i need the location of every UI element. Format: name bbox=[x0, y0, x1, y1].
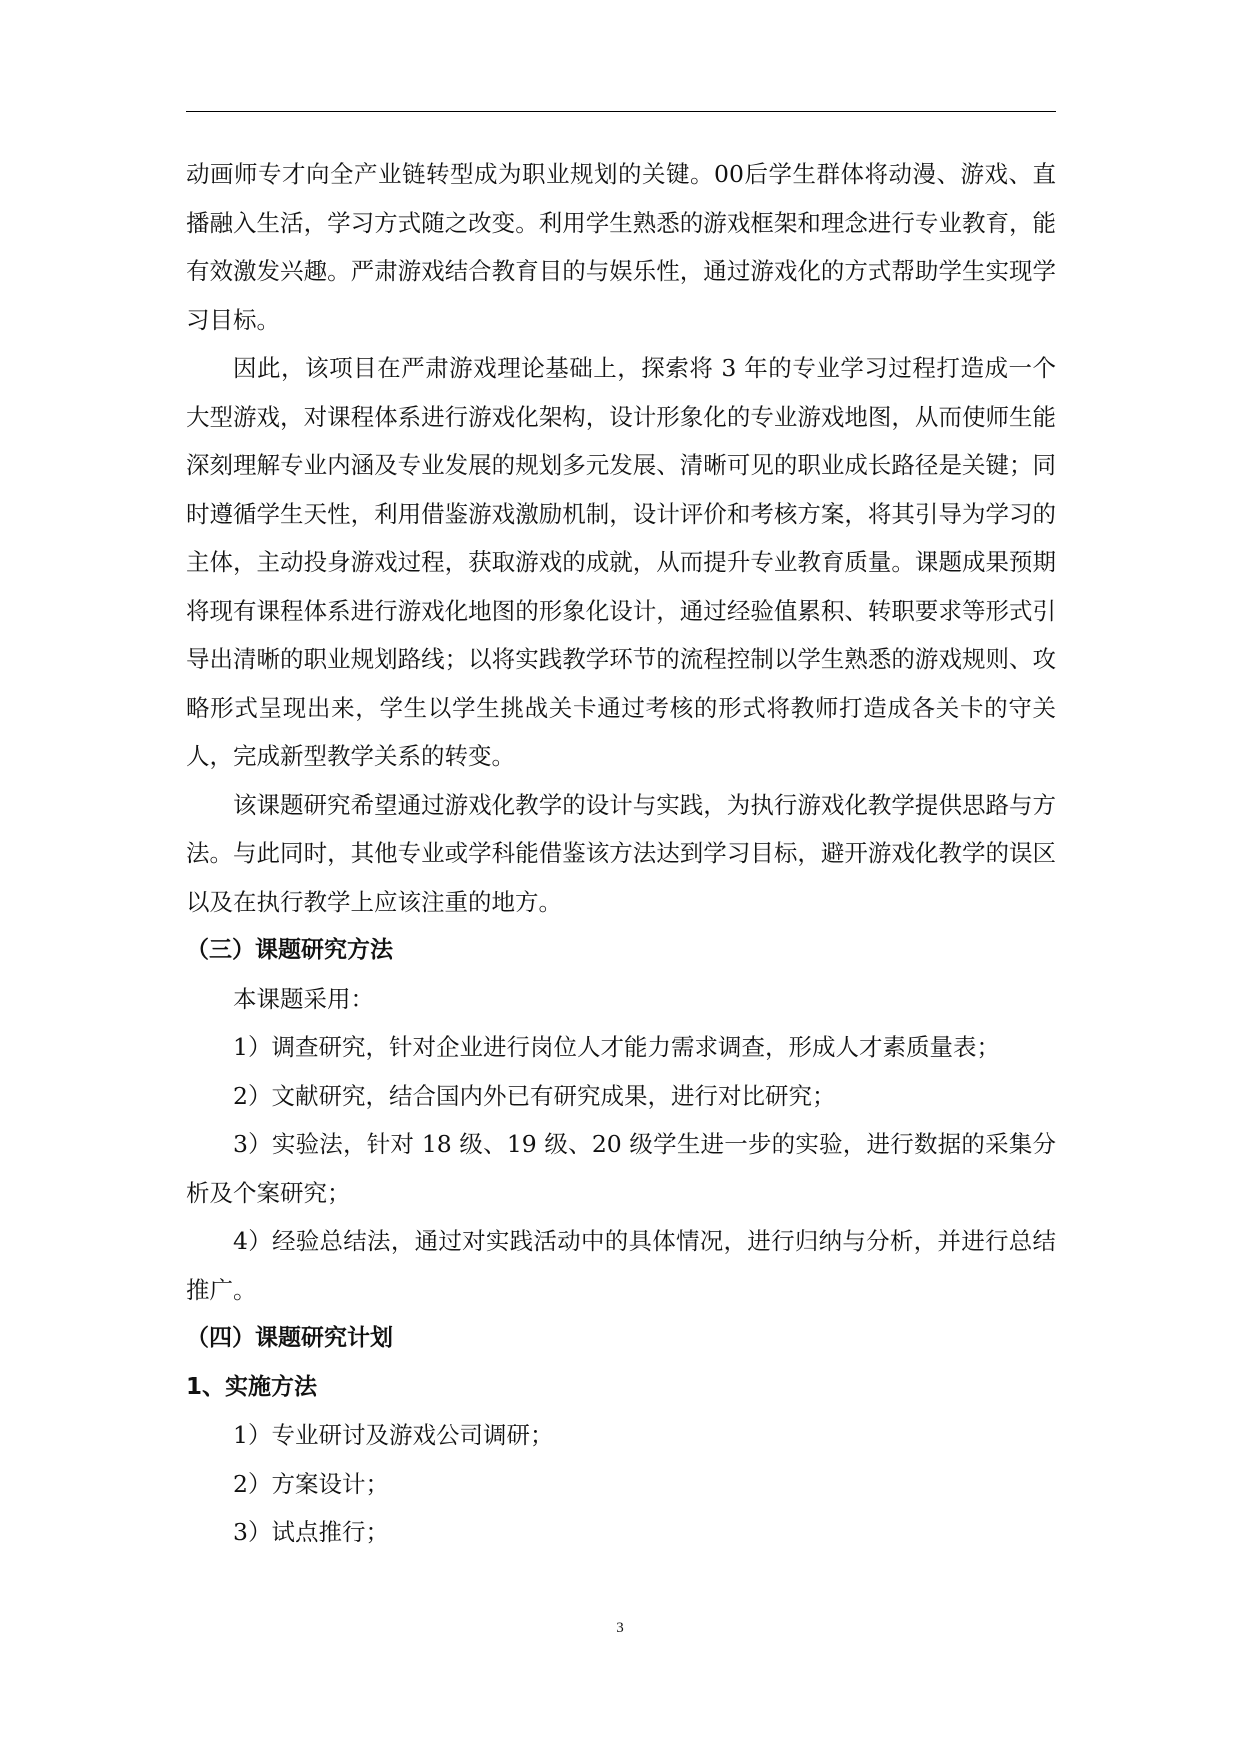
method-item-literature: 2）文献研究，结合国内外已有研究成果，进行对比研究； bbox=[233, 1081, 836, 1110]
subheading-implementation: 1、实施方法 bbox=[186, 1373, 318, 1400]
page-content bbox=[186, 150, 1056, 1557]
plan-step-design: 2）方案设计； bbox=[233, 1469, 389, 1498]
method-item-survey: 1）调查研究，针对企业进行岗位人才能力需求调查，形成人才素质量表； bbox=[233, 1033, 1000, 1061]
paragraph-project-design: 因此，该项目在严肃游戏理论基础上，探索将 3 年的专业学习过程打造成一个大型游戏，对课程体系进行游戏化架构，设计形象化的专业游戏地图，从而使师生能深刻理解专业内涵及专业发展的规划多元发展、清晰可见的职业成长路径是关键；同时遵循学生天性，利用借鉴游戏激励机制，设计评价和考核方案，将其引导为学习的主体，主动投身游戏过程，获取游戏的成就，从而提升专业教育质量。课题成果预期将现有课程体系进行游戏化地图的形象化设计，通过经验值累积、转职要求等形式引导出清晰的职业规划路线；以将实践教学环节的流程控制以学生熟悉的游戏规则、攻略形式呈现出来，学生以学生挑战关卡通过考核的形式将教师打造成各关卡的守关人，完成新型教学关系的转变。 bbox=[186, 354, 1056, 770]
method-item-experience: 4）经验总结法，通过对实践活动中的具体情况，进行归纳与分析，并进行总结推广。 bbox=[186, 1227, 1056, 1304]
section-heading-methods: （三）课题研究方法 bbox=[186, 937, 393, 963]
section-heading-plan: （四）课题研究计划 bbox=[186, 1325, 393, 1351]
methods-intro: 本课题采用： bbox=[233, 984, 374, 1013]
page-number: 3 bbox=[616, 1620, 624, 1636]
paragraph-continued: 动画师专才向全产业链转型成为职业规划的关键。00后学生群体将动漫、游戏、直播融入生活，学习方式随之改变。利用学生熟悉的游戏框架和理念进行专业教育，能有效激发兴趣。严肃游戏结合教育目的与娱乐性，通过游戏化的方式帮助学生实现学习目标。 bbox=[186, 160, 1056, 334]
paragraph-research-purpose: 该课题研究希望通过游戏化教学的设计与实践，为执行游戏化教学提供思路与方法。与此同时，其他专业或学科能借鉴该方法达到学习目标，避开游戏化教学的误区以及在执行教学上应该注重的地方。 bbox=[186, 790, 1056, 916]
plan-step-pilot: 3）试点推行； bbox=[233, 1518, 389, 1546]
plan-step-research: 1）专业研讨及游戏公司调研； bbox=[233, 1421, 554, 1449]
header-rule bbox=[186, 111, 1056, 112]
method-item-experiment: 3）实验法，针对 18 级、19 级、20 级学生进一步的实验，进行数据的采集分析及个案研究； bbox=[186, 1130, 1056, 1207]
